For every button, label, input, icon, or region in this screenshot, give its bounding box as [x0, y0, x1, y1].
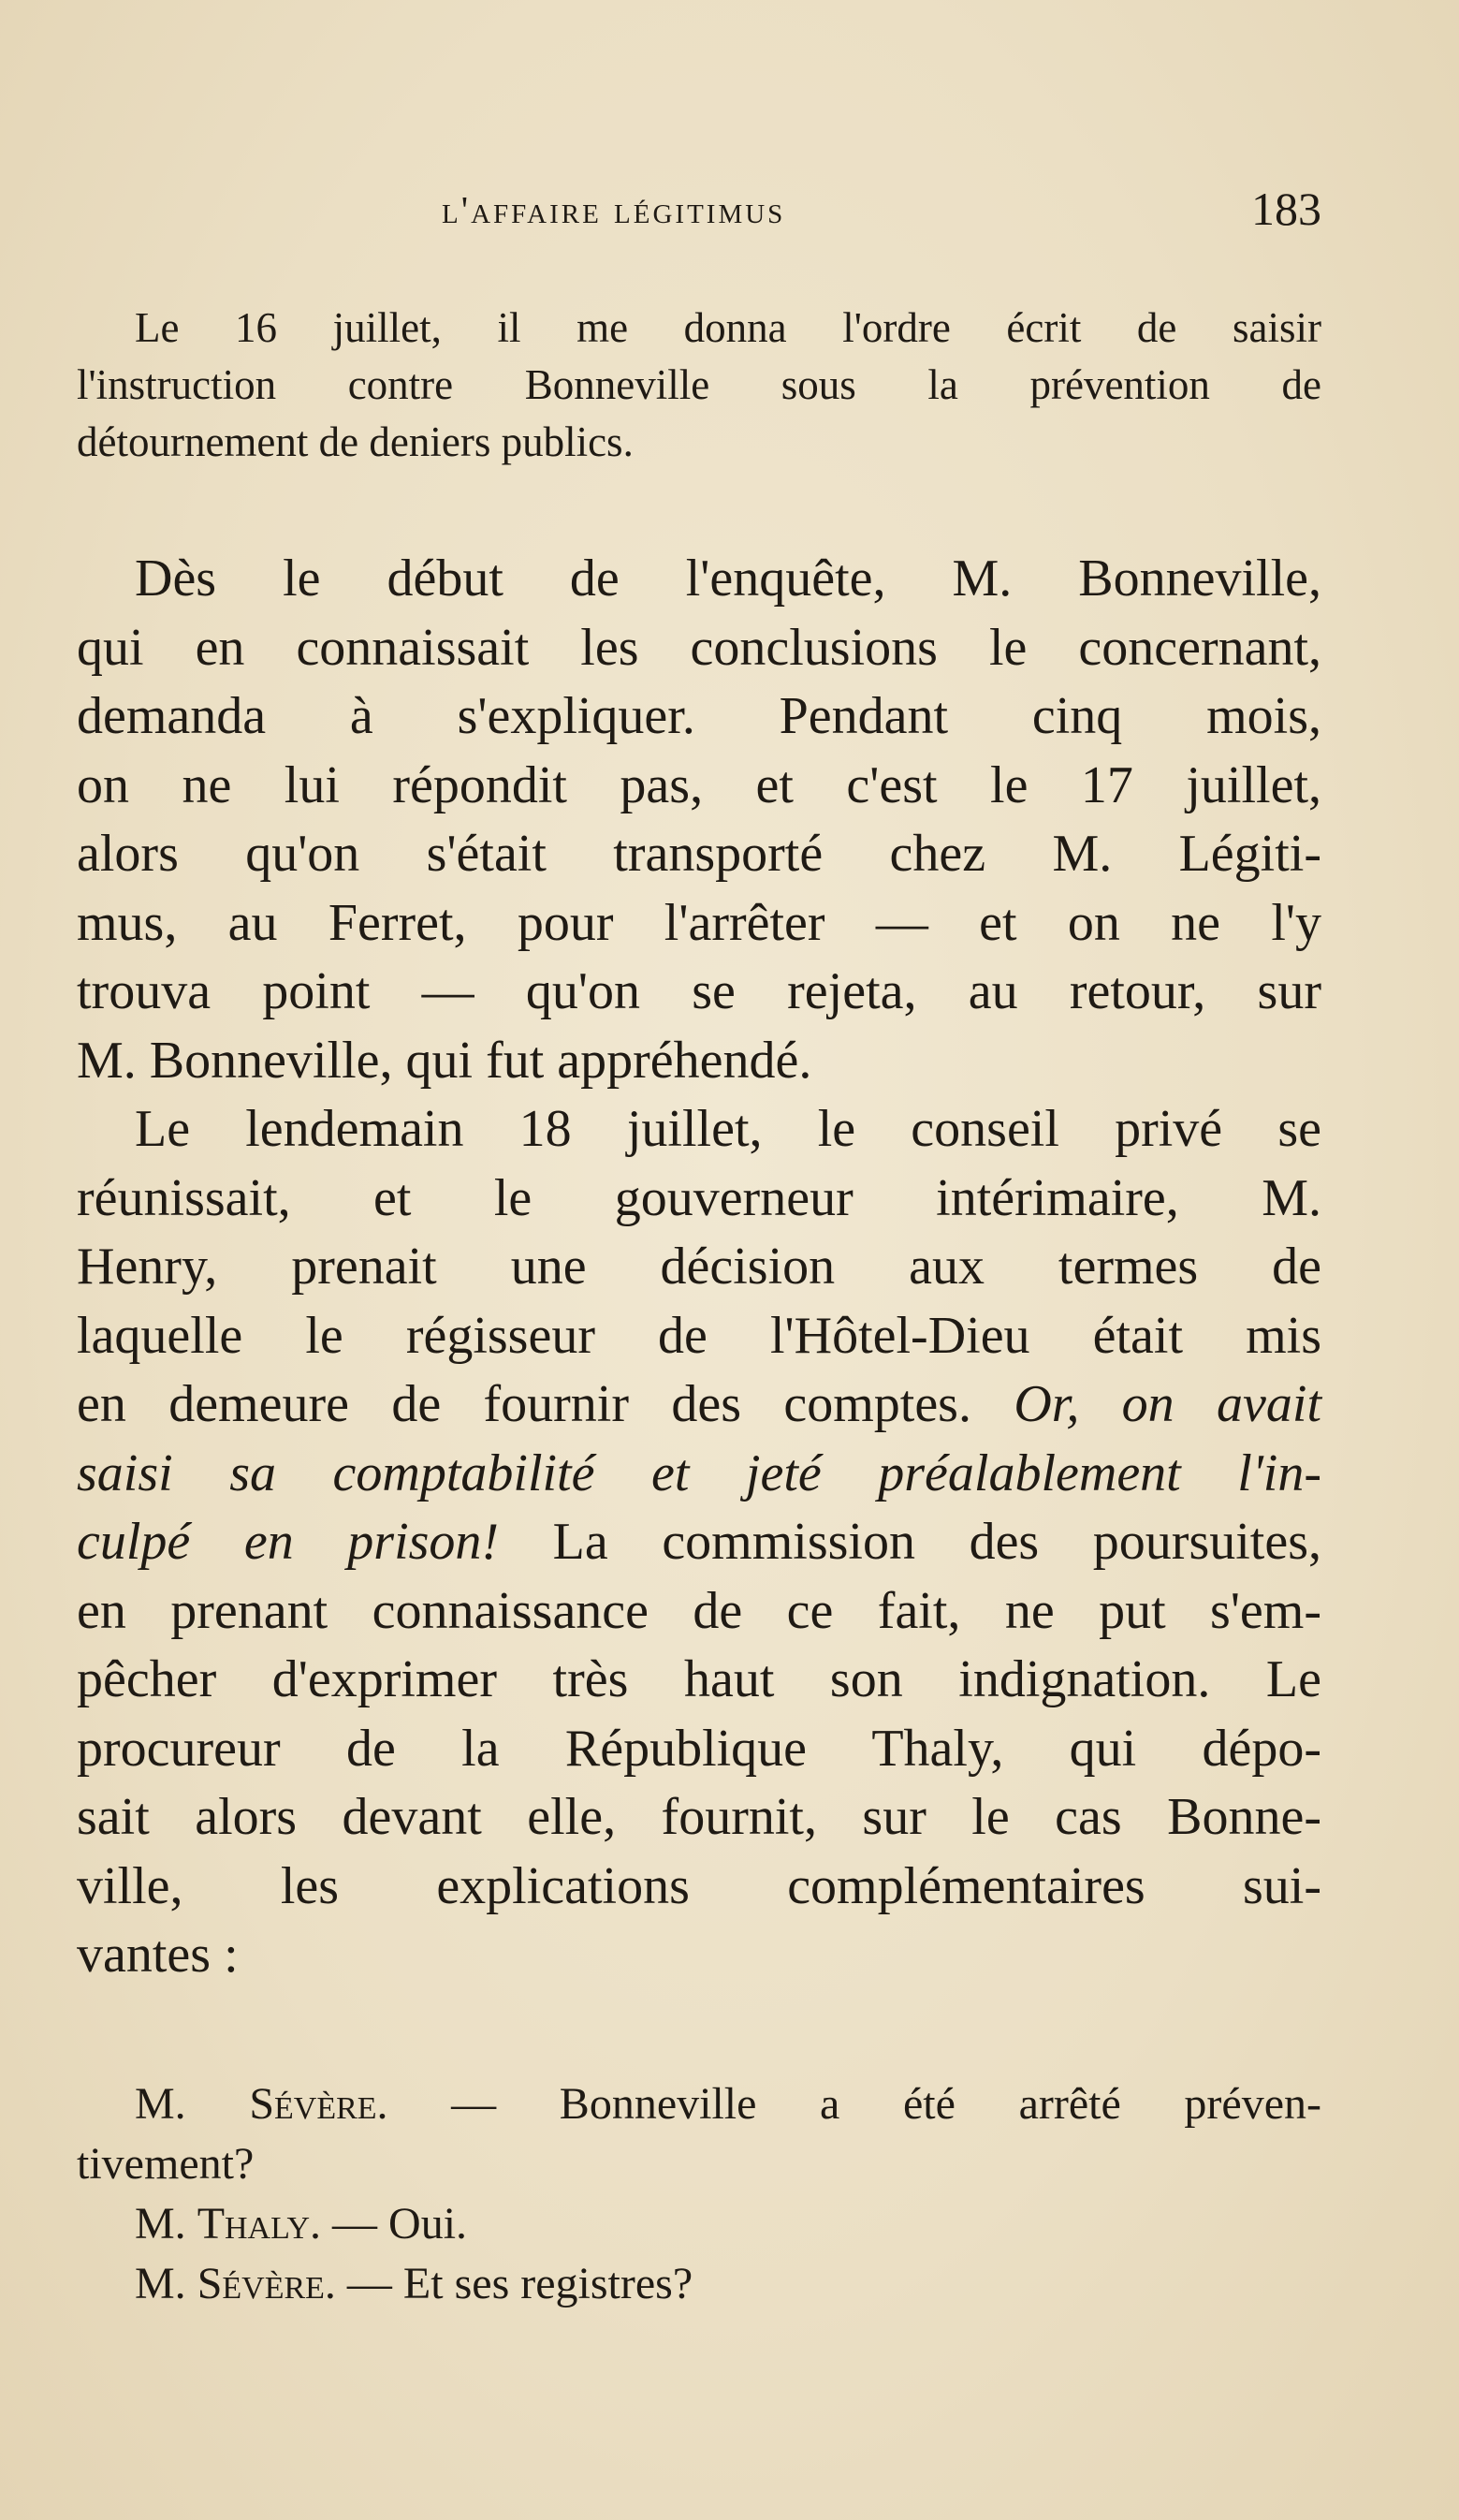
running-title: l'affaire légitimus	[442, 188, 786, 231]
dialogue	[77, 2074, 1321, 2314]
speaker-prefix: M.	[135, 2199, 197, 2249]
speaker-name: Sévère.	[197, 2259, 336, 2308]
paragraph-2-line: mus, au Ferret, pour l'arrêter — et on ne l'y	[77, 893, 1321, 952]
paragraph-2-line: demanda à s'expliquer. Pendant cinq mois,	[77, 687, 1321, 745]
paragraph-3-line: Henry, prenait une décision aux termes de	[77, 1238, 1321, 1296]
paragraph-3-line	[77, 1370, 1321, 1440]
paragraph-3-text: La commission des poursuites,	[499, 1513, 1322, 1571]
dialogue-text: — Oui.	[321, 2199, 468, 2249]
paragraph-3-line: en prenant connaissance de ce fait, ne put s'em-	[77, 1581, 1321, 1640]
paragraph-2-line: alors qu'on s'était transporté chez M. Légiti-	[77, 825, 1321, 883]
dialogue-line: tivement?	[77, 2139, 255, 2189]
dialogue-line	[77, 2194, 1321, 2254]
paragraph-1-line: détournement de deniers publics.	[77, 418, 634, 465]
paragraph-3-line	[77, 1508, 1321, 1577]
paragraph-1-line: Le 16 juillet, il me donna l'ordre écrit de saisir	[135, 304, 1321, 351]
speaker-name: Sévère.	[249, 2079, 388, 2129]
paragraph-2-line: on ne lui répondit pas, et c'est le 17 juillet,	[77, 755, 1321, 814]
italic-emphasis: Or, on avait	[1014, 1375, 1321, 1433]
paragraph-3-line: laquelle le régisseur de l'Hôtel-Dieu était mis	[77, 1306, 1321, 1365]
speaker-prefix: M.	[135, 2079, 250, 2129]
paragraph-3-text: en demeure de fournir des comptes.	[77, 1375, 1014, 1433]
dialogue-text: — Et ses registres?	[335, 2259, 693, 2308]
paragraph-3-line: pêcher d'exprimer très haut son indignation. Le	[77, 1650, 1321, 1708]
paragraph-2-line: M. Bonneville, qui fut appréhendé.	[77, 1031, 812, 1090]
paragraph-3-line	[77, 1440, 1321, 1509]
paragraph-1	[77, 300, 1321, 471]
italic-emphasis: culpé en prison!	[77, 1513, 500, 1571]
paragraph-3-line: procureur de la République Thaly, qui dépo-	[77, 1719, 1321, 1778]
dialogue-line	[77, 2074, 1321, 2134]
running-head	[77, 183, 1321, 243]
paragraph-3-line: vantes :	[77, 1926, 239, 1984]
italic-emphasis: saisi sa comptabilité et jeté préalablement l'in-	[77, 1443, 1321, 1502]
paragraph-3-line: sait alors devant elle, fournit, sur le cas Bonne-	[77, 1788, 1321, 1846]
paragraph-3	[77, 1095, 1321, 1990]
paragraph-2-line: qui en connaissait les conclusions le concernant,	[77, 618, 1321, 677]
speaker-name: Thaly.	[197, 2199, 322, 2249]
paragraph-2-line: trouva point — qu'on se rejeta, au retour, sur	[77, 962, 1321, 1020]
page-number: 183	[1251, 183, 1321, 235]
dialogue-text: — Bonneville a été arrêté préven-	[387, 2079, 1321, 2129]
dialogue-line	[77, 2254, 1321, 2314]
paragraph-2	[77, 545, 1321, 1095]
paragraph-3-line: réunissait, et le gouverneur intérimaire, M.	[77, 1168, 1321, 1227]
paragraph-3-line: ville, les explications complémentaires sui-	[77, 1856, 1321, 1915]
paragraph-1-line: l'instruction contre Bonneville sous la prévention de	[77, 361, 1321, 408]
speaker-prefix: M.	[135, 2259, 197, 2308]
paragraph-3-line: Le lendemain 18 juillet, le conseil privé se	[135, 1100, 1321, 1158]
paragraph-2-line: Dès le début de l'enquête, M. Bonneville,	[135, 549, 1321, 608]
